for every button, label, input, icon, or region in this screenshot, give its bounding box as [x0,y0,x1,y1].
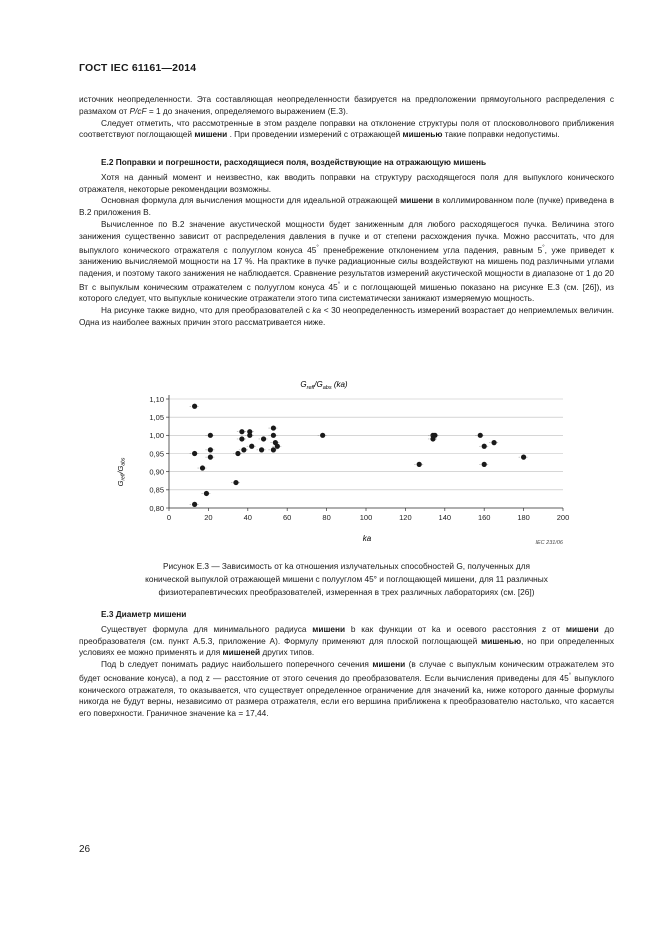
chart-title: $G_{refl}/G_{abs}$ (ka) [300,380,348,391]
data-point [275,444,280,449]
paragraph-uncertainty: источник неопределенности. Эта составляющая неопределенности базируется на предположении прямоугольного распределения с размахом от P/cF = 1 до значения, определяемого выражением (Е.3). [79,94,614,116]
y-tick-label: 1,05 [149,412,164,422]
data-point [482,462,487,467]
x-tick-label: 80 [322,513,331,522]
data-point [204,491,209,496]
section-e2 [79,157,614,329]
section-e3-title: Е.3 Диаметр мишени [101,609,187,619]
data-point [478,433,483,438]
y-tick-label: 0,85 [149,485,164,495]
data-point [271,425,276,430]
standard-title: ГОСТ IEC 61161—2014 [79,62,197,74]
y-tick-label: 0,90 [149,467,164,477]
x-tick-label: 20 [204,513,213,522]
data-point [192,451,197,456]
caption-line-1: Рисунок Е.3 — Зависимость от ka отношения излучательных способностей G, полученных для [162,561,531,571]
data-point [235,451,240,456]
data-point [192,404,197,409]
section-e3 [79,609,614,720]
x-tick-label: 140 [438,513,452,522]
data-point [521,455,526,460]
data-point [200,465,205,470]
x-axis-label: ka [362,534,372,543]
x-tick-label: 0 [166,513,172,522]
data-point [271,433,276,438]
x-tick-label: 120 [399,513,412,522]
data-point [239,436,244,441]
data-point [208,447,213,452]
paragraph-b-definition: Под b следует понимать радиус наибольшего поперечного сечения мишени (в случае с выпуклым коническим отражателем это будет основание конуса), а под z — расстояние от этого сечения до преобразователя. Если вычисления приведены для 45° выпуклого конического отражателя, то оказывается, что существует определенное ограничение для значений ka, ниже которого данные формулы никогда не будут верны, независимо от размера отражателя, если его вершина приближена к преобразователю настолько, что касается его поверхности. Граничное значение ka = 17,44. [79,659,614,719]
data-point [320,433,325,438]
y-tick-label: 1,10 [149,394,164,404]
y-tick-label: 1,00 [149,431,164,441]
x-tick-label: 180 [517,513,530,522]
data-point [239,429,244,434]
y-tick-label: 0,80 [149,503,164,513]
data-point [432,433,437,438]
data-point [247,433,252,438]
figure-caption [79,560,614,599]
x-tick-label: 60 [283,513,292,522]
data-point [208,433,213,438]
paragraph-underestimation: Вычисленное по В.2 значение акустической мощности будет заниженным для любого расходящегося пучка. Величина этого занижения существенно зависит от распределения давления в пучке и от степени расхождения пучка. Можно рассчитать, что для выпуклого конического отражателя с полууглом конуса 45° пренебрежение отклонением угла падения, равным 5°, уже приведет к занижению вычисляемой мощности на 17 %. На практике в пучке радиационные силы воздействуют на мишень под различными углами падения, и поэтому такого занижения не наблюдается. Сравнение результатов измерений акустической мощности в диапазоне от 1 до 20 Вт с выпуклым коническим отражателем с полууглом конуса 45° и с поглощающей мишенью показано на рисунке Е.3 (см. [26]), из которого следует, что выпуклые конические отражатели этого типа систематически занижают измеряемую мощность. [79,218,614,304]
paragraph-corrections-note: Следует отметить, что рассмотренные в этом разделе поправки на отклонение структуры поля от плосковолнового приближения соответствуют поглощающей мишени . При проведении измерений с отражающей мишенью такие поправки недопустимы. [79,117,614,140]
data-point [233,480,238,485]
paragraph-ka-uncertainty: На рисунке также видно, что для преобразователей с ka < 30 неопределенность измерений возрастает до неприемлемых величин. Одна из наиболее важных причин этого рассматривается ниже. [79,305,614,327]
data-point [271,447,276,452]
data-point [192,502,197,507]
x-tick-label: 200 [556,513,570,522]
x-tick-label: 40 [243,513,252,522]
data-point [259,447,264,452]
data-point [417,462,422,467]
x-tick-label: 100 [359,513,373,522]
data-point [482,444,487,449]
section-e2-title: Е.2 Поправки и погрешности, расходящиеся поля, воздействующие на отражающую мишень [101,157,487,167]
data-point [249,444,254,449]
intro-block [79,94,614,141]
y-tick-label: 0,95 [149,449,164,459]
paragraph-min-radius: Существует формула для минимального радиуса мишени b как функции от ka и осевого расстояния z от мишени до преобразователя (см. пункт А.5.3, приложение А). Формулу применяют для плоской поглощающей мишенью, но при определенных условиях ее можно применять и для мишеней других типов. [79,623,614,658]
data-point [491,440,496,445]
data-point [241,447,246,452]
caption-line-2: конической выпуклой отражающей мишени с полууглом 45° и поглощающей мишени, для 11 различных [145,574,548,584]
scatter-plot [79,372,614,554]
figure-e3-chart [79,372,614,554]
paragraph-basic-formula: Основная формула для вычисления мощности для идеальной отражающей мишени в коллимированном поле (пучке) приведена в В.2 приложения В. [79,195,614,218]
iec-code: IEC 231/06 [535,540,563,546]
page-number: 26 [79,844,91,855]
data-point [261,436,266,441]
y-axis-label: $G_{refl}/G_{abs}$ [116,457,127,487]
paragraph-recommendations: Хотя на данный момент и неизвестно, как вводить поправки на структуру расходящегося поля для выпуклого конического отражателя, некоторые рекомендации возможны. [79,171,614,194]
x-tick-label: 160 [477,513,491,522]
caption-line-3: физиотерапевтических преобразователей, измеренная в трех различных лабораториях (см. [26]) [158,587,535,597]
data-point [208,455,213,460]
